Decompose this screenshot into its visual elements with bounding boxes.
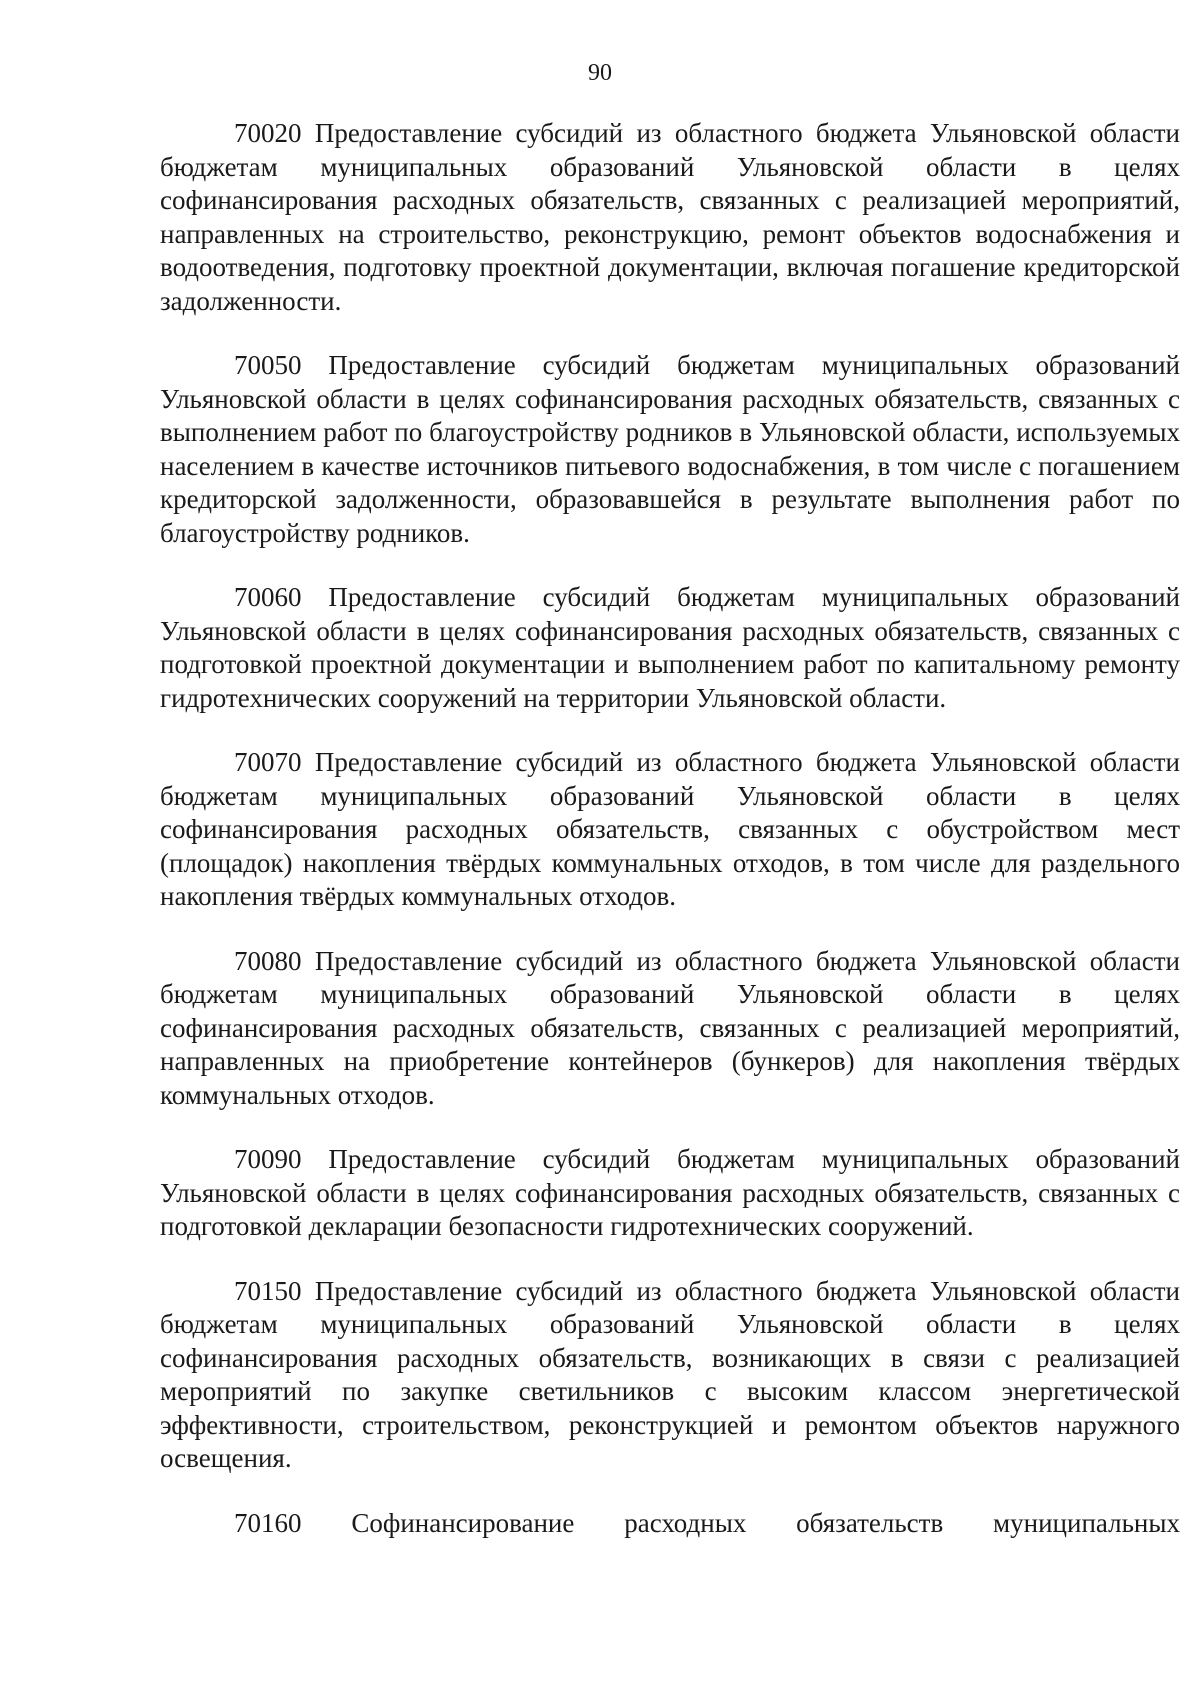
paragraph-70020: 70020 Предоставление субсидий из областного бюджета Ульяновской области бюджетам муниципальных образований Ульяновской области в целях софинансирования расходных обязательств, связанных с реализацией мероприятий, направленных на строительство, реконструкцию, ремонт объектов водоснабжения и водоотведения, подготовку проектной документации, включая погашение кредиторской задолженности. [160, 118, 1180, 316]
paragraph-70150: 70150 Предоставление субсидий из областного бюджета Ульяновской области бюджетам муниципальных образований Ульяновской области в целях софинансирования расходных обязательств, возникающих в связи с реализацией мероприятий по закупке светильников с высоким классом энергетической эффективности, строительством, реконструкцией и ремонтом объектов наружного освещения. [160, 1275, 1180, 1473]
paragraph-70160: 70160 Софинансирование расходных обязательств муниципальных [234, 1507, 1180, 1538]
paragraph-70060: 70060 Предоставление субсидий бюджетам муниципальных образований Ульяновской области в целях софинансирования расходных обязательств, связанных с подготовкой проектной документации и выполнением работ по капитальному ремонту гидротехнических сооружений на территории Ульяновской области. [160, 582, 1180, 713]
page-number: 90 [588, 60, 612, 86]
paragraph-70080: 70080 Предоставление субсидий из областного бюджета Ульяновской области бюджетам муниципальных образований Ульяновской области в целях софинансирования расходных обязательств, связанных с реализацией мероприятий, направленных на приобретение контейнеров (бункеров) для накопления твёрдых коммунальных отходов. [160, 945, 1180, 1110]
paragraph-70050: 70050 Предоставление субсидий бюджетам муниципальных образований Ульяновской области в целях софинансирования расходных обязательств, связанных с выполнением работ по благоустройству родников в Ульяновской области, используемых населением в качестве источников питьевого водоснабжения, в том числе с погашением кредиторской задолженности, образовавшейся в результате выполнения работ по благоустройству родников. [160, 350, 1180, 548]
paragraph-70070: 70070 Предоставление субсидий из областного бюджета Ульяновской области бюджетам муниципальных образований Ульяновской области в целях софинансирования расходных обязательств, связанных с обустройством мест (площадок) накопления твёрдых коммунальных отходов, в том числе для раздельного накопления твёрдых коммунальных отходов. [160, 747, 1180, 911]
document-body [160, 117, 1180, 1540]
paragraph-70090: 70090 Предоставление субсидий бюджетам муниципальных образований Ульяновской области в целях софинансирования расходных обязательств, связанных с подготовкой декларации безопасности гидротехнических сооружений. [160, 1144, 1180, 1241]
